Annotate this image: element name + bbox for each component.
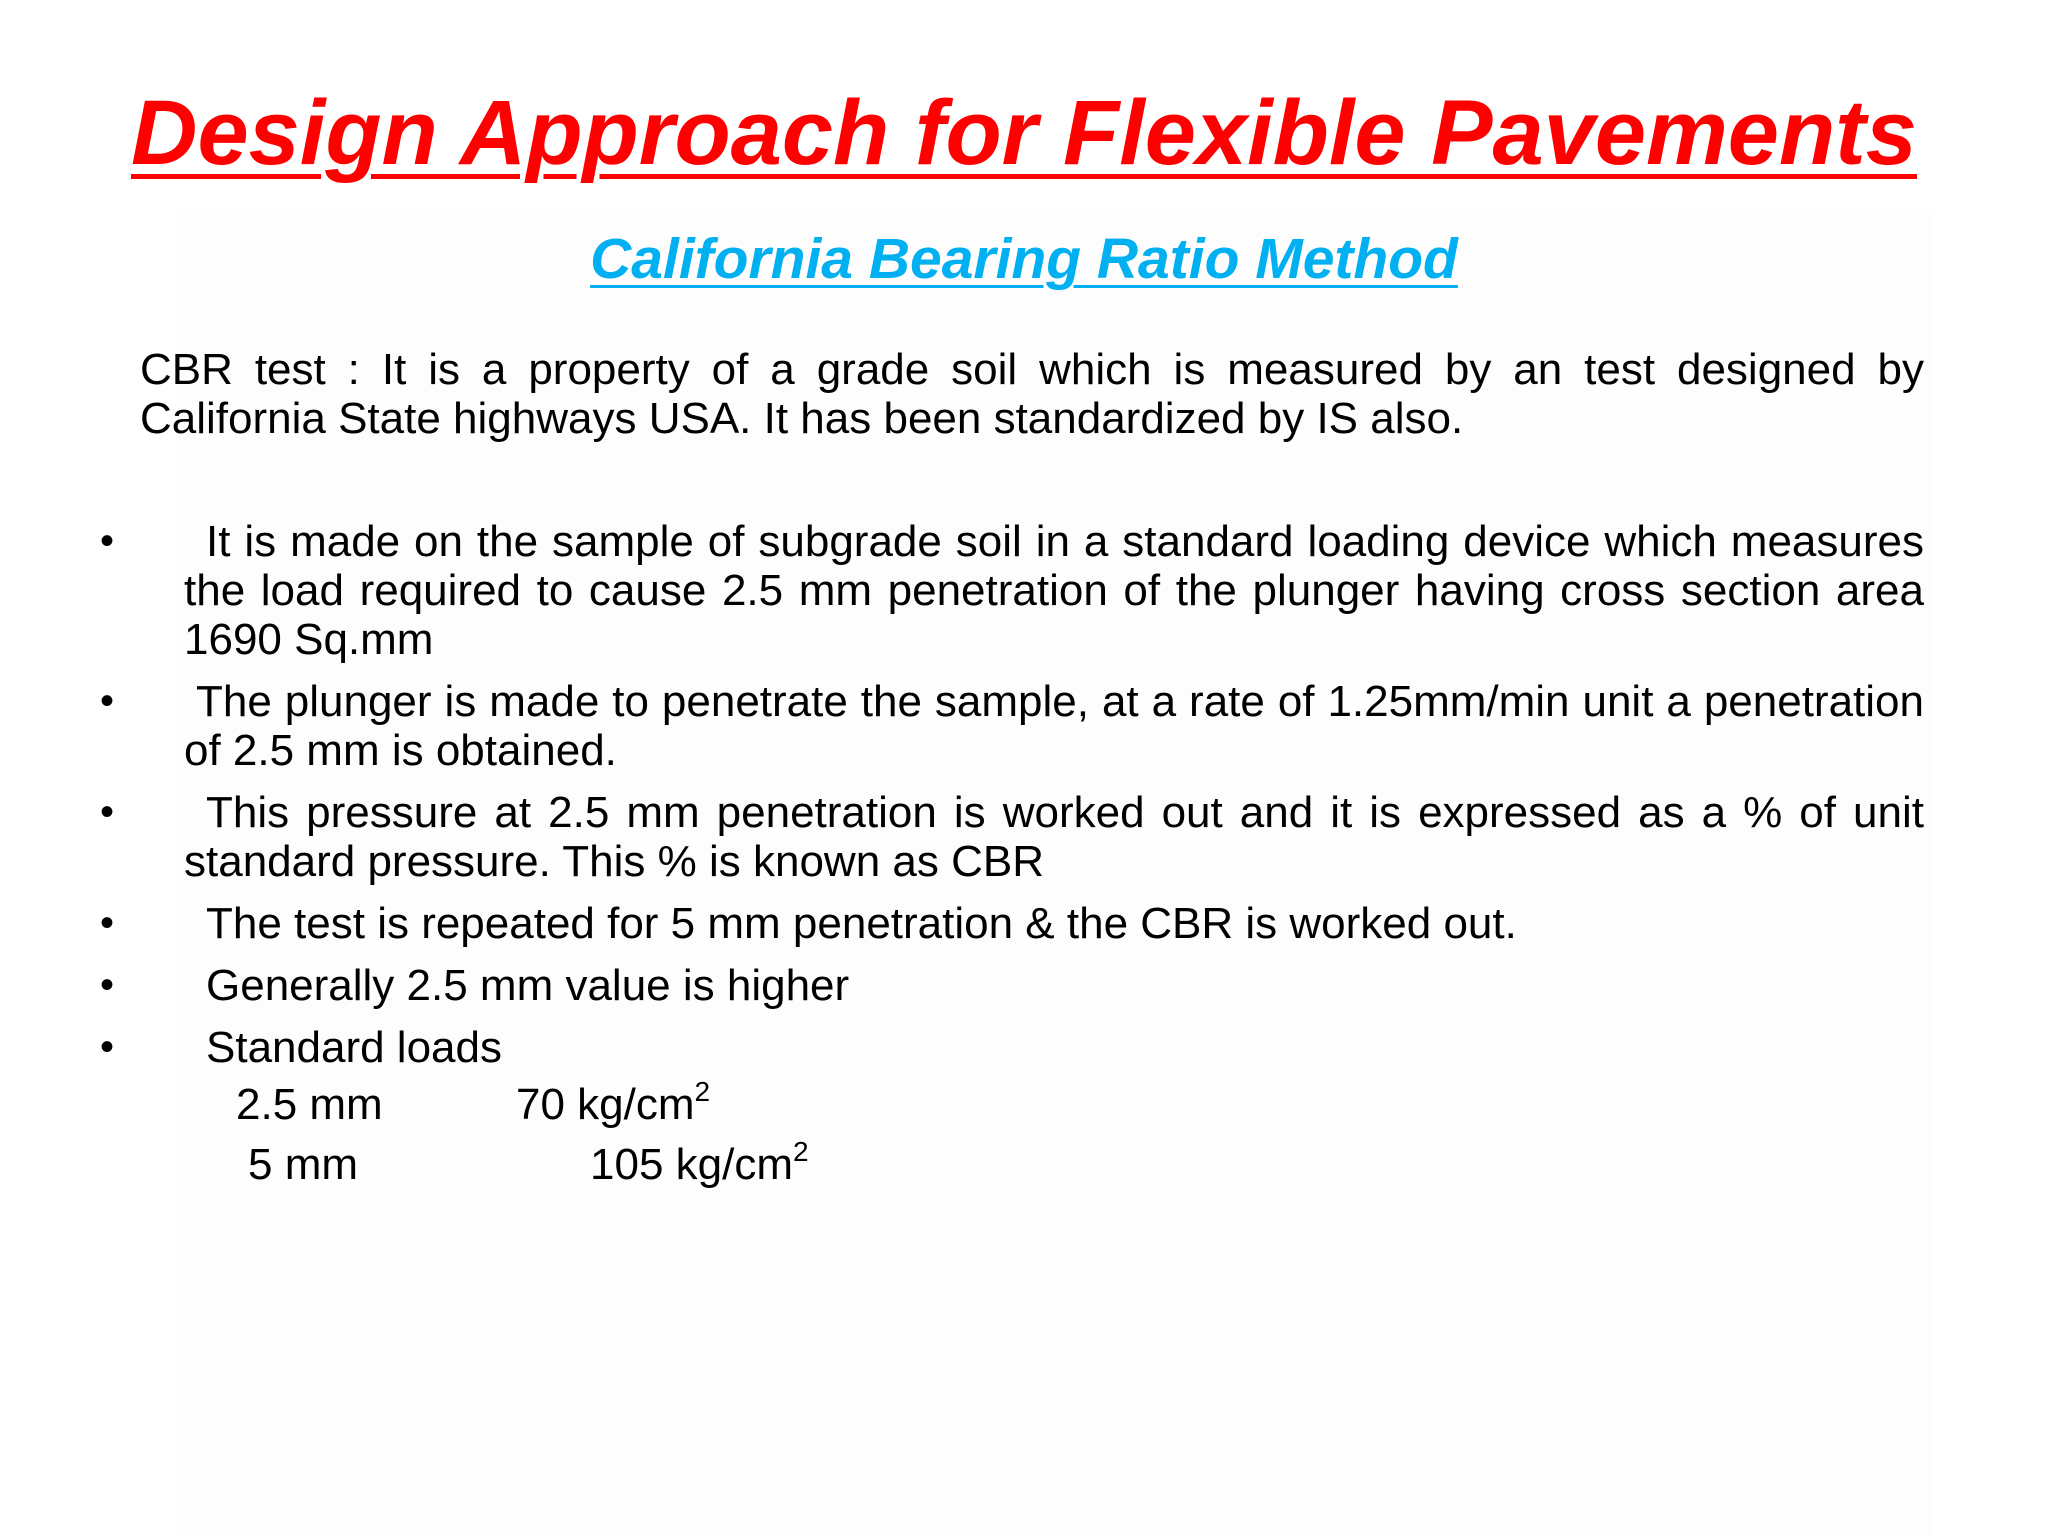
bullet-text: This pressure at 2.5 mm penetration is worked out and it is expressed as a % of unit standard pressure. This % is known as CBR: [184, 788, 1924, 886]
load-text: 70 kg/cm: [516, 1080, 695, 1129]
bullet-icon: •: [100, 679, 115, 723]
bullet-list: [100, 517, 1924, 1085]
list-item: [100, 517, 1924, 664]
bullet-text: Generally 2.5 mm value is higher: [206, 961, 850, 1010]
load-value: [516, 1076, 711, 1129]
table-row: [230, 1076, 1130, 1140]
load-exponent: 2: [694, 1076, 711, 1107]
list-item: [100, 961, 1924, 1010]
slide-title: Design Approach for Flexible Pavements: [131, 82, 1917, 184]
load-exponent: 2: [792, 1136, 809, 1167]
intro-paragraph: [140, 345, 1924, 443]
bullet-text: It is made on the sample of subgrade soil in a standard loading device which measures the load required to cause 2.5 mm penetration of the plunger having cross section area 1690 Sq.mm: [184, 517, 1924, 664]
list-item: [100, 1023, 1924, 1072]
penetration-value: 2.5 mm: [236, 1080, 383, 1129]
table-row: [230, 1136, 1130, 1200]
bullet-text: The test is repeated for 5 mm penetration & the CBR is worked out.: [206, 899, 1517, 948]
load-value: [590, 1136, 809, 1189]
intro-text: CBR test : It is a property of a grade soil which is measured by an test designed by California State highways USA. It has been standardized by IS also.: [140, 345, 1924, 443]
slide-subtitle: California Bearing Ratio Method: [590, 227, 1458, 291]
bullet-icon: •: [100, 519, 115, 563]
bullet-icon: •: [100, 963, 115, 1007]
list-item: [100, 899, 1924, 948]
bullet-text: The plunger is made to penetrate the sample, at a rate of 1.25mm/min unit a penetration of 2.5 mm is obtained.: [184, 677, 1924, 775]
bullet-icon: •: [100, 901, 115, 945]
list-item: [100, 677, 1924, 775]
load-text: 105 kg/cm: [590, 1140, 793, 1189]
standard-loads-table: [230, 1076, 1130, 1200]
list-item: [100, 788, 1924, 886]
bullet-text: Standard loads: [206, 1023, 502, 1072]
bullet-icon: •: [100, 1025, 115, 1069]
bullet-icon: •: [100, 790, 115, 834]
penetration-value: 5 mm: [248, 1140, 358, 1189]
